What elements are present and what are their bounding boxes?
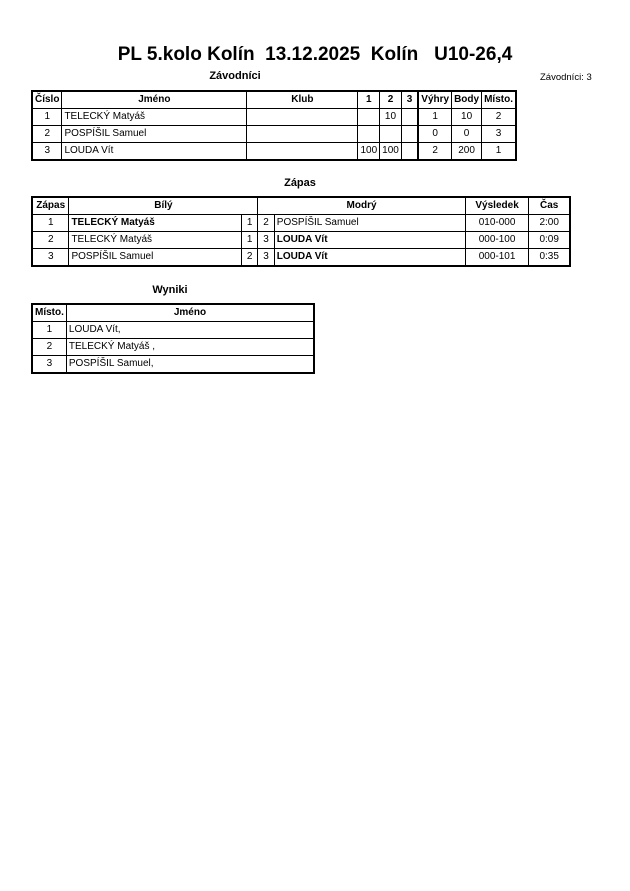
table-row bbox=[32, 356, 314, 374]
cell-place: 3 bbox=[32, 356, 66, 374]
cell-white-no: 1 bbox=[241, 232, 257, 249]
cell-place: 3 bbox=[482, 126, 516, 143]
cell-points: 10 bbox=[452, 109, 482, 126]
cell-club bbox=[247, 126, 358, 143]
cell-r2 bbox=[380, 126, 402, 143]
cell-result: 000-100 bbox=[465, 232, 529, 249]
cell-r1 bbox=[358, 109, 380, 126]
cell-blue: POSPÍŠIL Samuel bbox=[274, 215, 465, 232]
cell-time: 2:00 bbox=[529, 215, 570, 232]
cell-no: 3 bbox=[32, 143, 62, 161]
table-row bbox=[32, 232, 570, 249]
results-table bbox=[31, 303, 315, 374]
cell-white: POSPÍŠIL Samuel bbox=[69, 249, 241, 267]
matches-table bbox=[31, 196, 571, 267]
cell-white: TELECKÝ Matyáš bbox=[69, 232, 241, 249]
col-header: Jméno bbox=[66, 304, 314, 322]
cell-name: POSPÍŠIL Samuel bbox=[62, 126, 247, 143]
table-row bbox=[32, 249, 570, 267]
competitors-heading: Závodníci bbox=[209, 70, 261, 82]
cell-wins: 0 bbox=[418, 126, 451, 143]
cell-place: 1 bbox=[482, 143, 516, 161]
col-header: Výhry bbox=[418, 91, 451, 109]
cell-name: LOUDA Vít, bbox=[66, 322, 314, 339]
cell-result: 010-000 bbox=[465, 215, 529, 232]
cell-name: TELECKÝ Matyáš bbox=[62, 109, 247, 126]
cell-match-no: 1 bbox=[32, 215, 69, 232]
col-header: Zápas bbox=[32, 197, 69, 215]
cell-r3 bbox=[401, 126, 418, 143]
cell-place: 2 bbox=[32, 339, 66, 356]
cell-club bbox=[247, 109, 358, 126]
table-row bbox=[32, 109, 516, 126]
cell-time: 0:35 bbox=[529, 249, 570, 267]
cell-wins: 2 bbox=[418, 143, 451, 161]
matches-header-row bbox=[32, 197, 570, 215]
cell-r2: 10 bbox=[380, 109, 402, 126]
cell-blue-no: 3 bbox=[258, 249, 274, 267]
col-header: 3 bbox=[401, 91, 418, 109]
cell-no: 1 bbox=[32, 109, 62, 126]
cell-blue-no: 3 bbox=[258, 232, 274, 249]
col-header: Modrý bbox=[258, 197, 465, 215]
cell-wins: 1 bbox=[418, 109, 451, 126]
cell-white-no: 2 bbox=[241, 249, 257, 267]
cell-points: 0 bbox=[452, 126, 482, 143]
col-header: Body bbox=[452, 91, 482, 109]
cell-place: 1 bbox=[32, 322, 66, 339]
col-header: 2 bbox=[380, 91, 402, 109]
cell-place: 2 bbox=[482, 109, 516, 126]
col-header: 1 bbox=[358, 91, 380, 109]
cell-no: 2 bbox=[32, 126, 62, 143]
col-header: Číslo bbox=[32, 91, 62, 109]
cell-r3 bbox=[401, 143, 418, 161]
col-header: Jméno bbox=[62, 91, 247, 109]
cell-name: POSPÍŠIL Samuel, bbox=[66, 356, 314, 374]
cell-name: LOUDA Vít bbox=[62, 143, 247, 161]
cell-white: TELECKÝ Matyáš bbox=[69, 215, 241, 232]
competitors-header-row bbox=[32, 91, 516, 109]
table-row bbox=[32, 322, 314, 339]
col-header: Místo. bbox=[482, 91, 516, 109]
col-header: Výsledek bbox=[465, 197, 529, 215]
col-header: Čas bbox=[529, 197, 570, 215]
cell-result: 000-101 bbox=[465, 249, 529, 267]
col-header: Místo. bbox=[32, 304, 66, 322]
cell-white-no: 1 bbox=[241, 215, 257, 232]
cell-match-no: 2 bbox=[32, 232, 69, 249]
cell-blue: LOUDA Vít bbox=[274, 249, 465, 267]
competitors-table bbox=[31, 90, 517, 161]
matches-heading: Zápas bbox=[284, 177, 316, 189]
cell-match-no: 3 bbox=[32, 249, 69, 267]
cell-blue: LOUDA Vít bbox=[274, 232, 465, 249]
table-row bbox=[32, 143, 516, 161]
cell-r3 bbox=[401, 109, 418, 126]
cell-blue-no: 2 bbox=[258, 215, 274, 232]
table-row bbox=[32, 215, 570, 232]
col-header: Bílý bbox=[69, 197, 258, 215]
competitors-count: Závodníci: 3 bbox=[540, 72, 592, 83]
cell-r2: 100 bbox=[380, 143, 402, 161]
page-title: PL 5.kolo Kolín 13.12.2025 Kolín U10-26,4 bbox=[117, 44, 513, 65]
col-header: Klub bbox=[247, 91, 358, 109]
results-header-row bbox=[32, 304, 314, 322]
results-heading: Wyniki bbox=[152, 284, 188, 296]
cell-club bbox=[247, 143, 358, 161]
table-row bbox=[32, 126, 516, 143]
cell-time: 0:09 bbox=[529, 232, 570, 249]
cell-r1: 100 bbox=[358, 143, 380, 161]
table-row bbox=[32, 339, 314, 356]
cell-points: 200 bbox=[452, 143, 482, 161]
cell-r1 bbox=[358, 126, 380, 143]
cell-name: TELECKÝ Matyáš , bbox=[66, 339, 314, 356]
